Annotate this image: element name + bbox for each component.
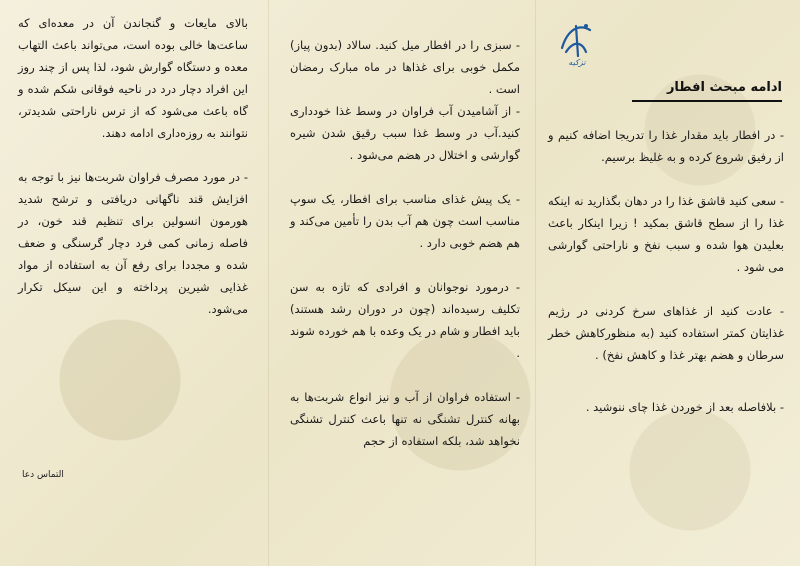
panel-divider-right: [535, 0, 536, 566]
paragraph: - از آشامیدن آب فراوان در وسط غذا خودداری کنید.آب در وسط غذا سبب رقیق شدن شیره گوارشی و اختلال در هضم می‌شود .: [290, 104, 520, 162]
paragraph: بالای مایعات و گنجاندن آن در معده‌ای که ساعت‌ها خالی بوده است، می‌تواند باعث التهاب معده و دستگاه گوارش شود، لذا پس از چند روز این افراد دچار درد در ناحیه فوقانی شکم شده و گاه باعث می‌شود که از ترس ناراحتی شدیدتر، نتوانند به روزه‌داری ادامه دهند.: [18, 16, 248, 140]
calligraphy-logo-icon: [556, 18, 596, 62]
paragraph: - بلافاصله بعد از خوردن غذا چای ننوشید .: [585, 400, 784, 414]
column-middle: [290, 34, 520, 474]
paragraph: - سبزی را در افطار میل کنید. سالاد (بدون پیاز) مکمل خوبی برای غذاها در ماه مبارک رمضان است .: [290, 38, 520, 96]
paragraph: - در مورد مصرف فراوان شربت‌ها نیز با توجه به افزایش قند ناگهانی دریافتی و ترشح شدید هورمون انسولین برای تنظیم قند خون، در فاصله زمانی کمی فرد دچار گرسنگی و ضعف شده و مجددا برای رفع آن به استفاده از مواد غذایی شیرین پرداخته و این سیکل تکرار می‌شود.: [18, 170, 248, 316]
paragraph: - یک پیش غذای مناسب برای افطار، یک سوپ مناسب است چون هم آب بدن را تأمین می‌کند و هم هضم خوبی دارد .: [290, 192, 520, 250]
paragraph: - در افطار باید مقدار غذا را تدریجا اضافه کنیم و از رفیق شروع کرده و به غلیظ برسیم.: [548, 128, 784, 164]
paragraph: - استفاده فراوان از آب و نیز انواع شربت‌ها به بهانه کنترل تشنگی نه تنها باعث کنترل تشنگی نخواهد شد، بلکه استفاده از حجم: [290, 390, 520, 448]
paragraph: - سعی کنید قاشق غذا را در دهان بگذارید نه اینکه غذا را از سطح قاشق بمکید ! زیرا اینکار باعث بعلیدن هوا شده و سبب نفخ و ناراحتی گوارشی می شود .: [548, 194, 784, 274]
signature: التماس دعا: [22, 470, 64, 480]
title-underline: [632, 100, 782, 102]
logo-text: تزکیه: [568, 58, 586, 67]
section-title: [632, 80, 782, 102]
paragraph: - درمورد نوجوانان و افرادی که تازه به سن تکلیف رسیده‌اند (چون در دوران رشد هستند) باید افطار و شام در یک وعده با هم خورده شوند .: [290, 280, 520, 360]
column-left: [18, 12, 248, 342]
column-right: [548, 124, 784, 440]
section-title-text: ادامه مبحث افطار: [666, 80, 782, 95]
panel-divider-left: [268, 0, 269, 566]
paragraph: - عادت کنید از غذاهای سرخ کردنی در رژیم غذایتان کمتر استفاده کنید (به منظورکاهش خطر سرطان و هضم بهتر غذا و کاهش نفخ) .: [548, 304, 784, 362]
